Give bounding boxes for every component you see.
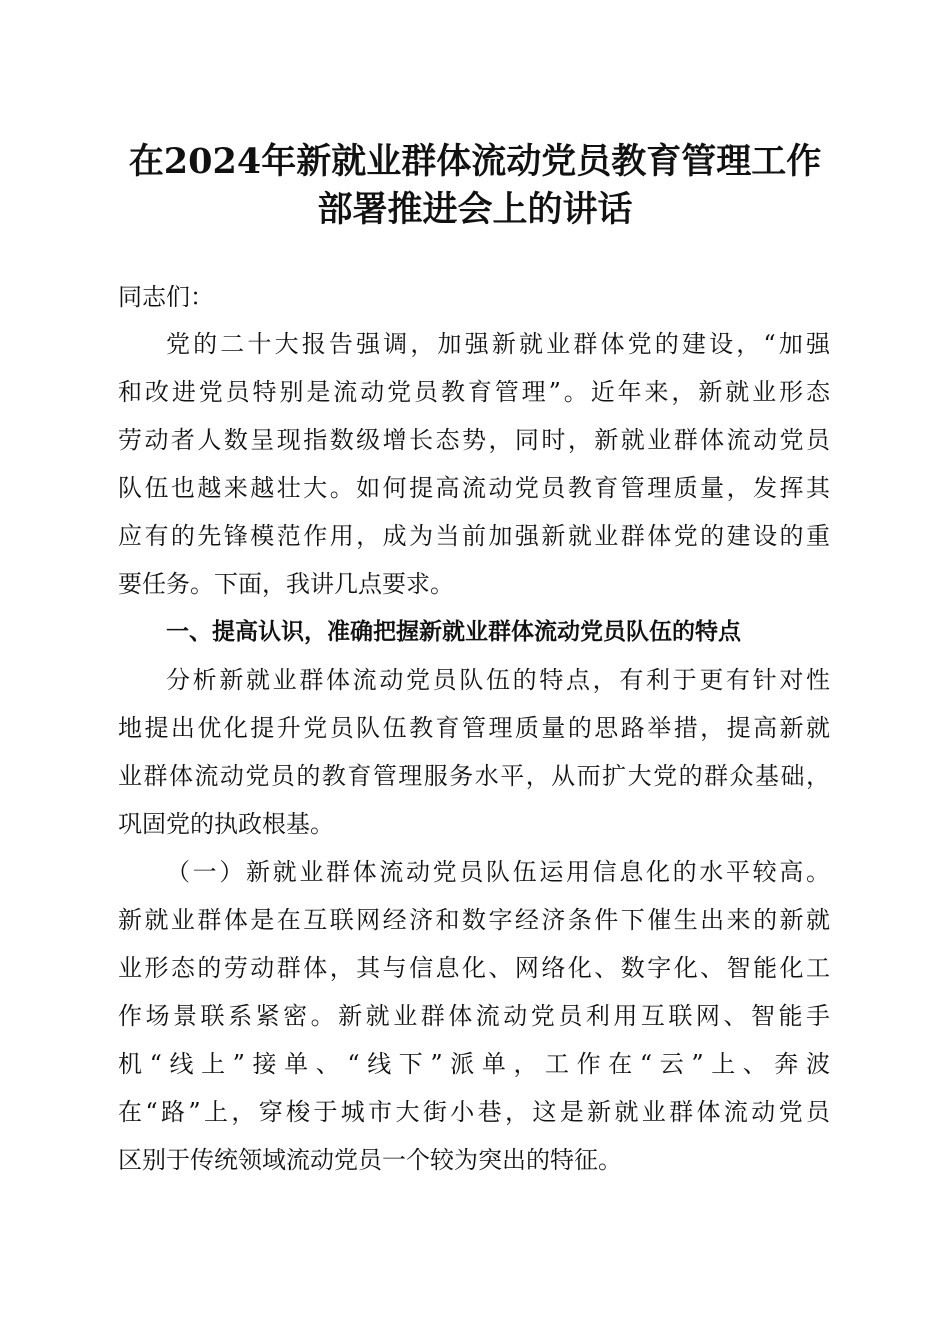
subsection-line: 机“线上”接单、“线下”派单，工作在“云”上、奔波 xyxy=(118,1050,830,1078)
section-line: 巩固党的执政根基。 xyxy=(118,810,334,838)
intro-line: 要任务。下面，我讲几点要求。 xyxy=(118,570,454,598)
section-line: 分析新就业群体流动党员队伍的特点，有利于更有针对性 xyxy=(166,666,830,694)
subsection-line: 业形态的劳动群体，其与信息化、网络化、数字化、智能化工 xyxy=(118,954,830,982)
section-heading: 一、提高认识，准确把握新就业群体流动党员队伍的特点 xyxy=(166,619,741,645)
section-line: 业群体流动党员的教育管理服务水平，从而扩大党的群众基础， xyxy=(118,762,830,790)
subsection-line: 在“路”上，穿梭于城市大街小巷，这是新就业群体流动党员 xyxy=(118,1098,830,1126)
subsection-line: （一）新就业群体流动党员队伍运用信息化的水平较高。 xyxy=(166,858,830,886)
intro-line: 劳动者人数呈现指数级增长态势，同时，新就业群体流动党员 xyxy=(118,426,830,454)
document-title-line-2: 部署推进会上的讲话 xyxy=(317,189,633,230)
intro-line: 和改进党员特别是流动党员教育管理”。近年来，新就业形态 xyxy=(118,378,830,406)
document-title-line-1: 在2024年新就业群体流动党员教育管理工作 xyxy=(128,141,822,182)
intro-line: 党的二十大报告强调，加强新就业群体党的建设，“加强 xyxy=(166,330,830,358)
intro-line: 队伍也越来越壮大。如何提高流动党员教育管理质量，发挥其 xyxy=(118,474,830,502)
salutation: 同志们： xyxy=(118,283,214,311)
section-line: 地提出优化提升党员队伍教育管理质量的思路举措，提高新就 xyxy=(118,714,830,742)
intro-line: 应有的先锋模范作用，成为当前加强新就业群体党的建设的重 xyxy=(118,522,830,550)
subsection-line: 区别于传统领域流动党员一个较为突出的特征。 xyxy=(118,1146,622,1174)
subsection-line: 新就业群体是在互联网经济和数字经济条件下催生出来的新就 xyxy=(118,906,830,934)
subsection-line: 作场景联系紧密。新就业群体流动党员利用互联网、智能手 xyxy=(118,1002,830,1030)
